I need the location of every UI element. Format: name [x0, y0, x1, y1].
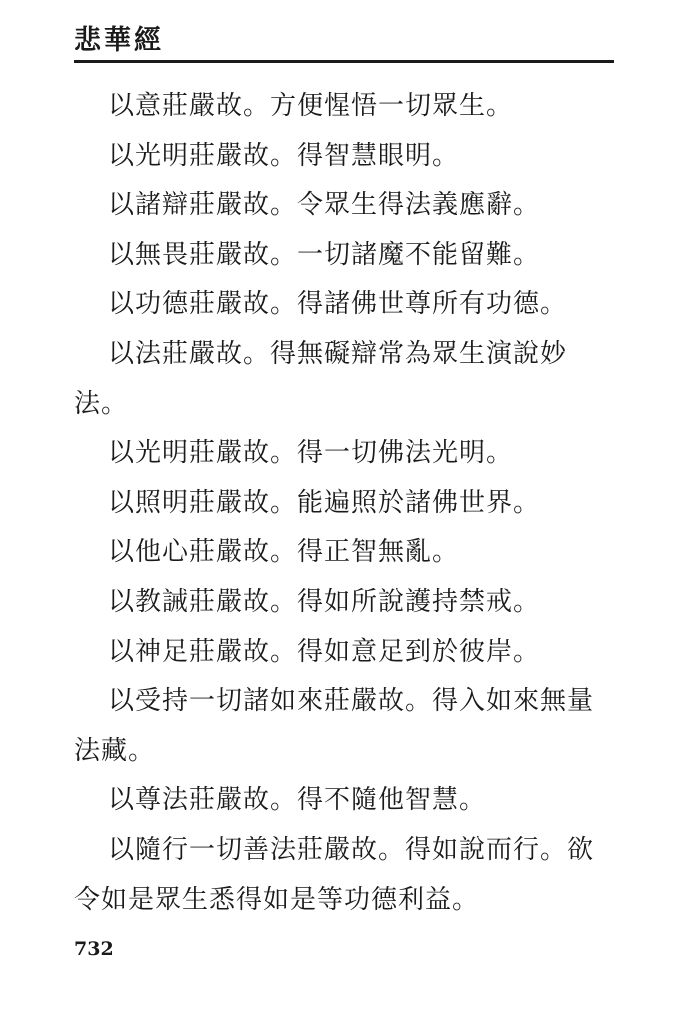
text-line: 以教誡莊嚴故。得如所說護持禁戒。 [108, 586, 541, 617]
page-header [74, 22, 614, 62]
text-line: 以照明莊嚴故。能遍照於諸佛世界。 [108, 487, 541, 518]
text-line: 以法莊嚴故。得無礙辯常為眾生演說妙 [108, 338, 568, 369]
text-line: 以受持一切諸如來莊嚴故。得入如來無量 [108, 686, 595, 717]
page-number: 732 [74, 938, 114, 960]
text-line: 以光明莊嚴故。得一切佛法光明。 [108, 438, 514, 469]
text-line: 法。 [74, 388, 129, 419]
text-line: 法藏。 [74, 735, 156, 766]
text-line: 以意莊嚴故。方便惺悟一切眾生。 [108, 91, 514, 121]
text-line: 以隨行一切善法莊嚴故。得如說而行。欲 [108, 834, 595, 865]
text-line: 令如是眾生悉得如是等功德利益。 [74, 884, 480, 915]
text-line: 以神足莊嚴故。得如意足到於彼岸。 [108, 636, 541, 667]
text-line: 以尊法莊嚴故。得不隨他智慧。 [108, 785, 487, 816]
text-line: 以諸辯莊嚴故。令眾生得法義應辭。 [108, 190, 541, 221]
text-line: 以他心莊嚴故。得正智無亂。 [108, 537, 460, 568]
text-line: 以功德莊嚴故。得諸佛世尊所有功德。 [108, 289, 568, 320]
header-rule [74, 60, 614, 63]
text-line: 以光明莊嚴故。得智慧眼明。 [108, 140, 460, 171]
text-line: 以無畏莊嚴故。一切諸魔不能留難。 [108, 239, 541, 270]
scripture-body [74, 82, 614, 925]
book-title: 悲華經 [74, 25, 164, 56]
